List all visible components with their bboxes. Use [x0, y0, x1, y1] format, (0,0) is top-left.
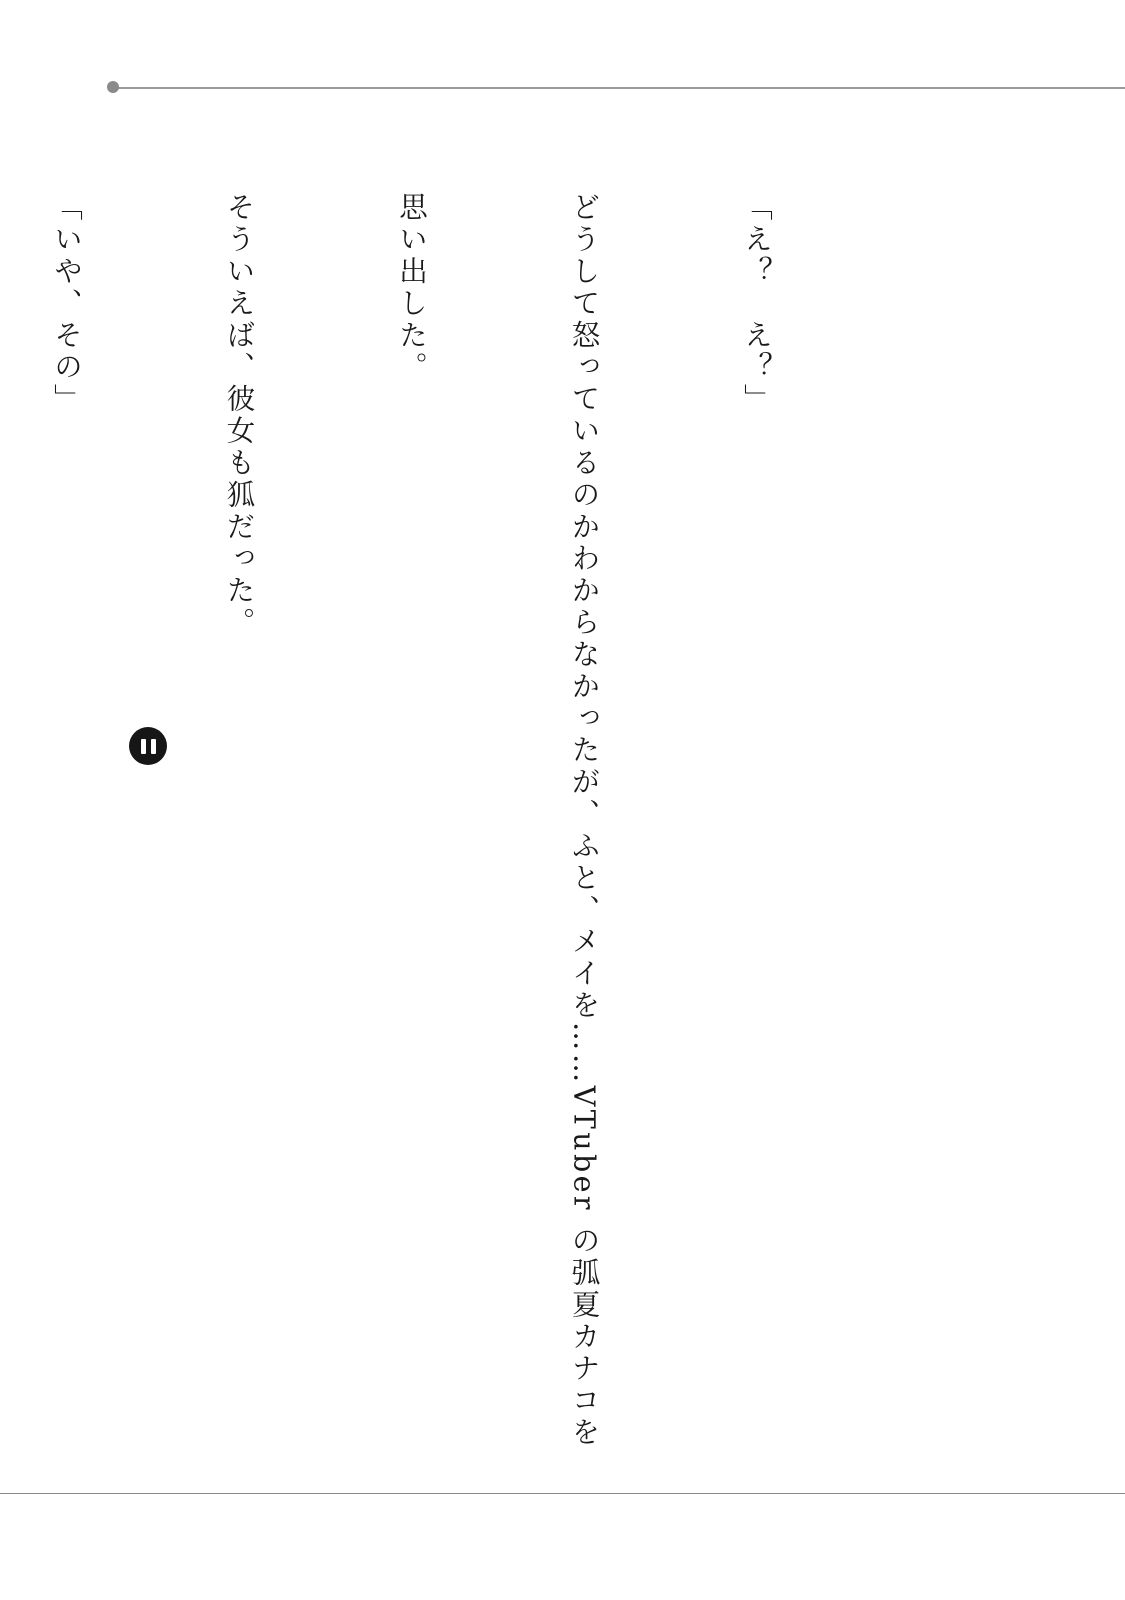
pause-icon-bar — [151, 739, 156, 754]
vertical-text-body — [0, 192, 900, 1449]
text-line: 「え？ え？」 — [740, 192, 773, 416]
pause-button[interactable] — [129, 727, 167, 765]
text-line: どうして怒っているのかわからなかったが、ふと、メイを……VTuber の弧夏カナコを — [567, 192, 601, 1449]
text-line: 「いや、その」 — [50, 192, 83, 416]
top-rule — [114, 87, 1125, 89]
bottom-rule — [0, 1493, 1125, 1494]
text-line: 思い出した。 — [395, 192, 428, 384]
pause-icon — [141, 739, 146, 754]
text-line: そういえば、彼女も狐だった。 — [222, 192, 256, 639]
top-rule-dot — [107, 81, 119, 93]
